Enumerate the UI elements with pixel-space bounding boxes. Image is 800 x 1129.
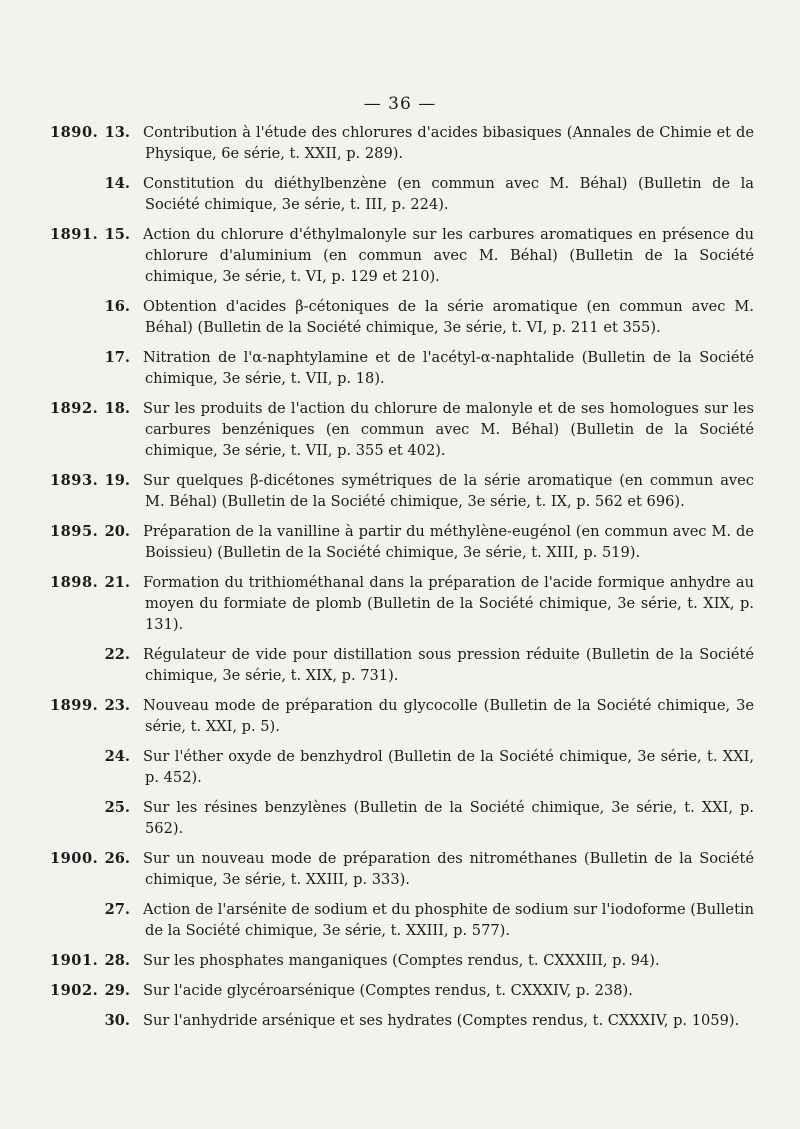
- entry-text: Sur les produits de l'action du chlorure de malonyle et de ses homologues sur les carbures benzéniques (en commun avec M. Béhal) (Bulletin de la Société chimique, 3e série, t. VII, p. 355 et 402).: [143, 400, 754, 459]
- entry-number: 23.: [104, 697, 130, 714]
- entry-text: Sur l'éther oxyde de benzhydrol (Bulletin de la Société chimique, 3e série, t. XXI, p. 452).: [143, 748, 754, 786]
- entry-text: Formation du trithiométhanal dans la préparation de l'acide formique anhydre au moyen du formiate de plomb (Bulletin de la Société chimique, 3e série, t. XIX, p. 131).: [143, 574, 754, 633]
- list-item: [0, 848, 800, 890]
- entry-text: Nouveau mode de préparation du glycocolle (Bulletin de la Société chimique, 3e série, t. XXI, p. 5).: [143, 697, 754, 735]
- entry-year: 1891.: [50, 226, 99, 243]
- entry-number: 13.: [104, 124, 130, 141]
- entry-number: 30.: [104, 1012, 130, 1029]
- entry-text: Sur quelques β-dicétones symétriques de la série aromatique (en commun avec M. Béhal) (Bulletin de la Société chimique, 3e série, t. IX, p. 562 et 696).: [143, 472, 754, 510]
- entry-text: Constitution du diéthylbenzène (en commun avec M. Béhal) (Bulletin de la Société chimique, 3e série, t. III, p. 224).: [143, 175, 754, 213]
- entry-year: 1899.: [50, 697, 99, 714]
- list-item: [0, 224, 800, 287]
- list-item: [0, 797, 800, 839]
- entry-year: 1898.: [50, 574, 99, 591]
- entry-number: 29.: [104, 982, 130, 999]
- list-item: [0, 470, 800, 512]
- list-item: [0, 572, 800, 635]
- list-item: [0, 347, 800, 389]
- entry-text: Sur les phosphates manganiques (Comptes rendus, t. CXXXIII, p. 94).: [143, 952, 660, 969]
- list-item: [0, 398, 800, 461]
- entry-number: 14.: [104, 175, 130, 192]
- entry-text: Préparation de la vanilline à partir du méthylène-eugénol (en commun avec M. de Boissieu) (Bulletin de la Société chimique, 3e série, t. XIII, p. 519).: [143, 523, 754, 561]
- entry-year: 1890.: [50, 124, 99, 141]
- entry-text: Obtention d'acides β-cétoniques de la série aromatique (en commun avec M. Béhal) (Bulletin de la Société chimique, 3e série, t. VI, p. 211 et 355).: [143, 298, 754, 336]
- list-item: [0, 644, 800, 686]
- list-item: [0, 1010, 800, 1031]
- entry-text: Sur l'anhydride arsénique et ses hydrates (Comptes rendus, t. CXXXIV, p. 1059).: [143, 1012, 740, 1029]
- entry-text: Nitration de l'α-naphtylamine et de l'acétyl-α-naphtalide (Bulletin de la Société chimique, 3e série, t. VII, p. 18).: [143, 349, 754, 387]
- entry-number: 28.: [104, 952, 130, 969]
- entry-year: 1902.: [50, 982, 99, 999]
- list-item: [0, 695, 800, 737]
- entry-text: Régulateur de vide pour distillation sous pression réduite (Bulletin de la Société chimique, 3e série, t. XIX, p. 731).: [143, 646, 754, 684]
- entry-year: 1893.: [50, 472, 99, 489]
- entry-text: Action du chlorure d'éthylmalonyle sur les carbures aromatiques en présence du chlorure d'aluminium (en commun avec M. Béhal) (Bulletin de la Société chimique, 3e série, t. VI, p. 129 et 210).: [143, 226, 754, 285]
- entry-year: 1892.: [50, 400, 99, 417]
- entry-number: 19.: [104, 472, 130, 489]
- entry-year: 1895.: [50, 523, 99, 540]
- list-item: [0, 980, 800, 1001]
- entry-number: 16.: [104, 298, 130, 315]
- entry-number: 24.: [104, 748, 130, 765]
- entry-number: 26.: [104, 850, 130, 867]
- entry-number: 21.: [104, 574, 130, 591]
- page-number: — 36 —: [363, 94, 437, 114]
- list-item: [0, 122, 800, 164]
- entry-text: Contribution à l'étude des chlorures d'acides bibasiques (Annales de Chimie et de Physique, 6e série, t. XXII, p. 289).: [143, 124, 754, 162]
- entry-number: 18.: [104, 400, 130, 417]
- list-item: [0, 521, 800, 563]
- list-item: [0, 746, 800, 788]
- entry-year: 1901.: [50, 952, 99, 969]
- entry-number: 17.: [104, 349, 130, 366]
- list-item: [0, 296, 800, 338]
- entry-text: Sur l'acide glycéroarsénique (Comptes rendus, t. CXXXIV, p. 238).: [143, 982, 633, 999]
- entry-year: 1900.: [50, 850, 99, 867]
- entry-text: Sur un nouveau mode de préparation des nitrométhanes (Bulletin de la Société chimique, 3e série, t. XXIII, p. 333).: [143, 850, 754, 888]
- list-item: [0, 899, 800, 941]
- entry-text: Action de l'arsénite de sodium et du phosphite de sodium sur l'iodoforme (Bulletin de la Société chimique, 3e série, t. XXIII, p. 577).: [143, 901, 754, 939]
- entry-number: 20.: [104, 523, 130, 540]
- entry-text: Sur les résines benzylènes (Bulletin de la Société chimique, 3e série, t. XXI, p. 562).: [143, 799, 754, 837]
- list-item: [0, 950, 800, 971]
- publication-list: [0, 122, 800, 1040]
- entry-number: 27.: [104, 901, 130, 918]
- entry-number: 22.: [104, 646, 130, 663]
- entry-number: 15.: [104, 226, 130, 243]
- list-item: [0, 173, 800, 215]
- entry-number: 25.: [104, 799, 130, 816]
